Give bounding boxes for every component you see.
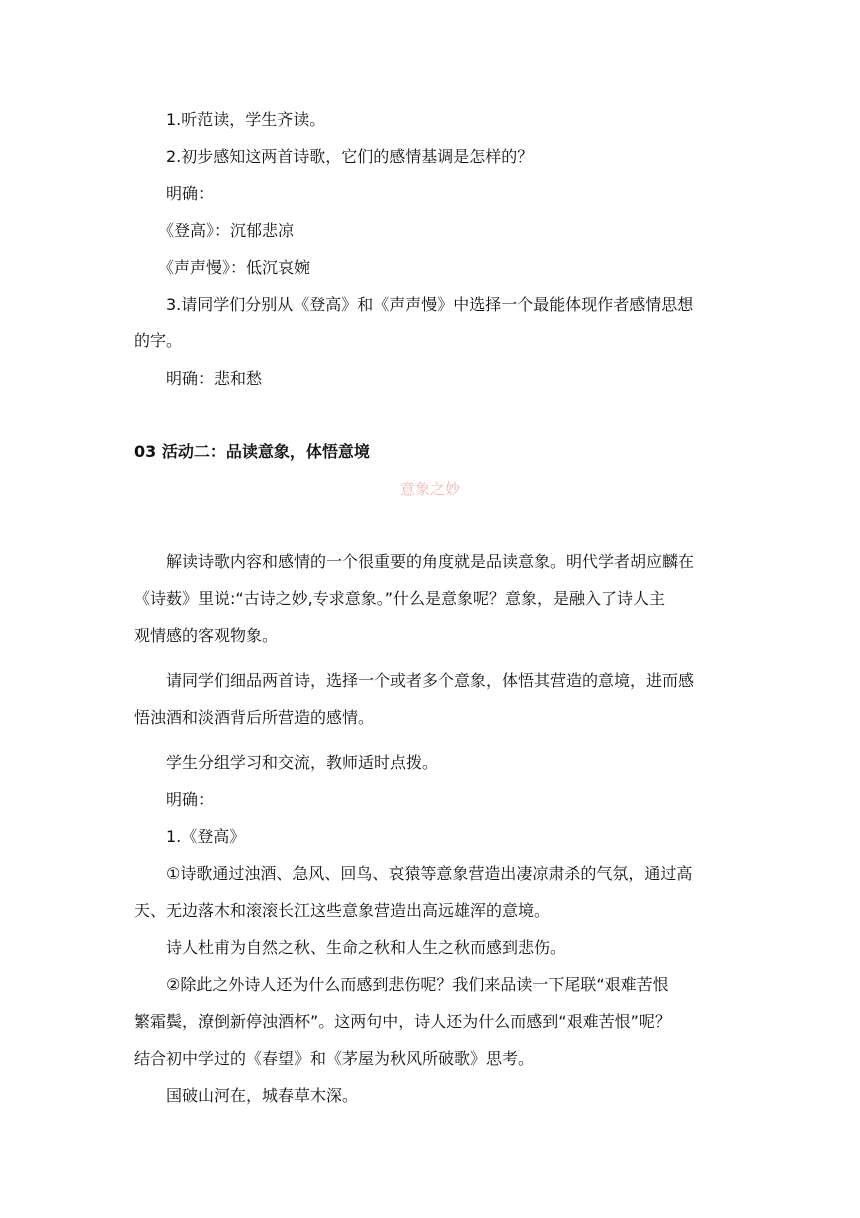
analysis-1-summary: 诗人杜甫为自然之秋、生命之秋和人生之秋而感到悲伤。: [166, 938, 567, 957]
intro-paragraph-line-2: 《诗薮》里说:“古诗之妙,专求意象。”什么是意象呢？意象，是融入了诗人主: [134, 589, 666, 608]
step-2-question: 2.初步感知这两首诗歌，它们的感情基调是怎样的？: [166, 147, 534, 166]
task-paragraph-line-2: 悟浊酒和淡酒背后所营造的感情。: [134, 708, 375, 727]
intro-paragraph-line-1: 解读诗歌内容和感情的一个很重要的角度就是品读意象。明代学者胡应麟在: [166, 552, 695, 571]
clarify-answer: 明确：悲和愁: [166, 369, 263, 388]
step-3-question: 3.请同学们分别从《登高》和《声声慢》中选择一个最能体现作者感情思想: [166, 295, 694, 314]
analysis-2-line-3: 结合初中学过的《春望》和《茅屋为秋风所破歌》思考。: [134, 1049, 535, 1068]
watermark-text: 意象之妙: [400, 480, 461, 498]
clarify-label: 明确：: [166, 184, 215, 203]
group-study-text: 学生分组学习和交流，教师适时点拨。: [166, 753, 439, 772]
section-heading: 03 活动二：品读意象，体悟意境: [134, 442, 370, 461]
denggao-tone: 《登高》：沉郁悲凉: [158, 221, 295, 240]
analysis-1-line-2: 天、无边落木和滚滚长江这些意象营造出高远雄浑的意境。: [134, 901, 551, 920]
analysis-1-line-1: ①诗歌通过浊酒、急风、回鸟、哀猿等意象营造出凄凉肃杀的气氛，通过高: [166, 864, 693, 883]
intro-paragraph-line-3: 观情感的客观物象。: [134, 626, 279, 645]
poem-quote-line: 国破山河在，城春草木深。: [166, 1086, 359, 1105]
task-paragraph-line-1: 请同学们细品两首诗，选择一个或者多个意象，体悟其营造的意境，进而感: [166, 671, 695, 690]
step-1-text: 1.听范读，学生齐读。: [166, 110, 326, 129]
shengshengman-tone: 《声声慢》：低沉哀婉: [158, 258, 311, 277]
analysis-2-line-1: ②除此之外诗人还为什么而感到悲伤呢？我们来品读一下尾联“艰难苦恨: [166, 975, 669, 994]
step-3-question-cont: 的字。: [134, 331, 183, 350]
clarify-label-2: 明确：: [166, 790, 215, 809]
denggao-subheading: 1.《登高》: [166, 827, 246, 846]
analysis-2-line-2: 繁霜鬓，潦倒新停浊酒杯”。这两句中，诗人还为什么而感到“艰难苦恨”呢？: [134, 1012, 671, 1031]
